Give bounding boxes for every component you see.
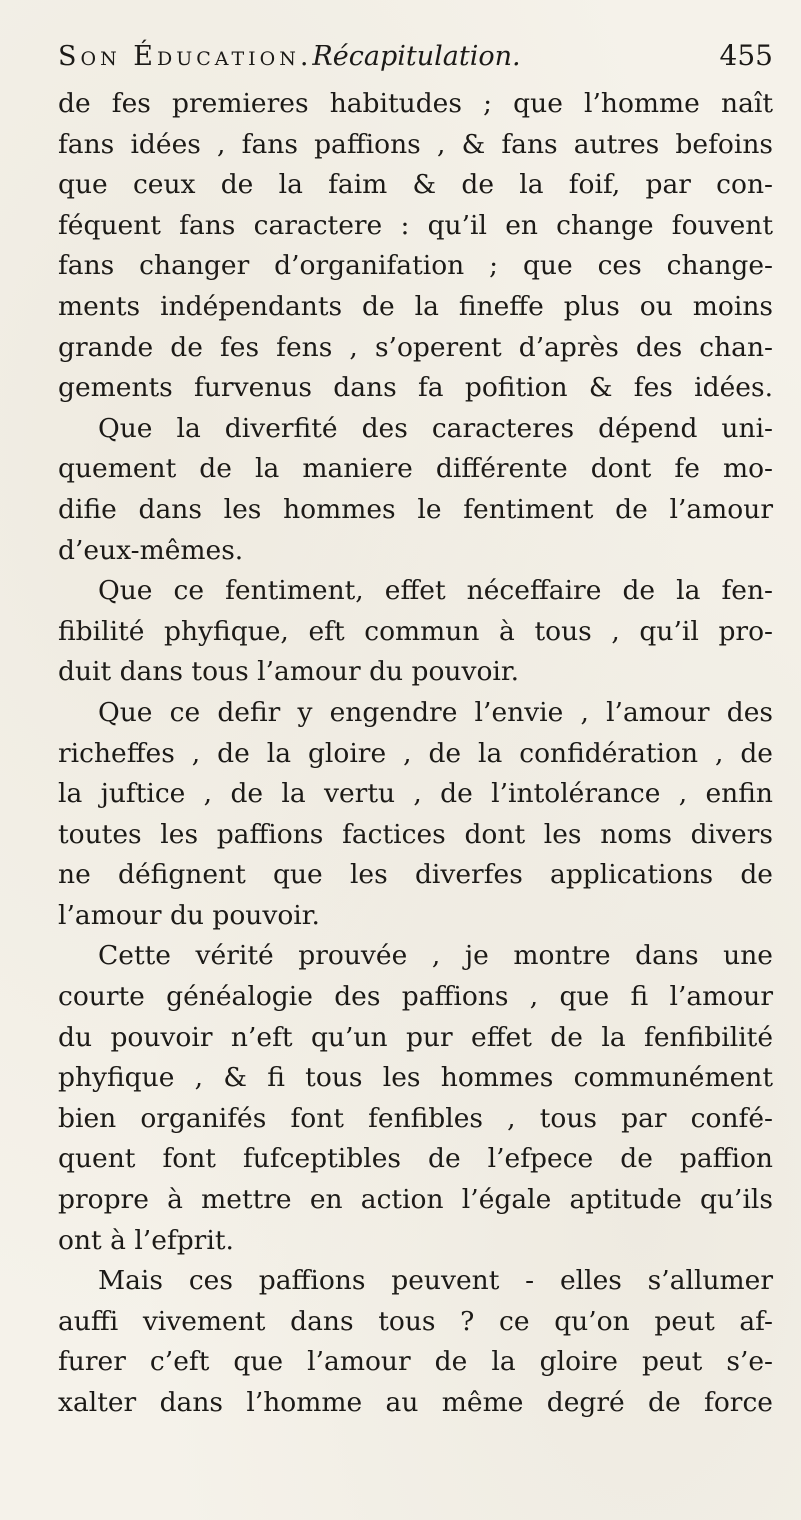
- running-title: Son Éducation.: [58, 41, 313, 72]
- text-line: difie dans les hommes le fentiment de l’amour: [58, 493, 773, 525]
- page-number: 455: [719, 39, 773, 72]
- text-line: gements furvenus dans fa pofition & fes idées.: [58, 372, 773, 404]
- text-line: de fes premieres habitudes ; que l’homme naît: [58, 88, 773, 119]
- text-line: Que la diverfité des caracteres dépend uni-: [98, 412, 773, 444]
- paragraph-1: [58, 84, 773, 409]
- text-line: ments indépendants de la fineffe plus ou moins: [58, 290, 773, 322]
- text-line: ne défignent que les diverfes applications de: [58, 859, 773, 891]
- body-text: [58, 84, 773, 1424]
- text-line: phyfique , & fi tous les hommes communément: [58, 1062, 773, 1094]
- text-line: ont à l’efprit.: [58, 1224, 234, 1256]
- paragraph-6: [58, 1261, 773, 1423]
- text-line: courte généalogie des paffions , que fi l’amour: [58, 981, 773, 1013]
- text-line: xalter dans l’homme au même degré de force: [58, 1387, 773, 1418]
- text-line: furer c’eft que l’amour de la gloire peut s’e-: [58, 1346, 773, 1378]
- text-line: Que ce defir y engendre l’envie , l’amour des: [98, 696, 773, 728]
- text-line: toutes les paffions factices dont les noms divers: [58, 818, 773, 850]
- text-line: fibilité phyfique, eft commun à tous , qu’il pro-: [58, 615, 773, 647]
- paragraph-3: [58, 571, 773, 693]
- running-header: [58, 36, 773, 76]
- text-line: la juftice , de la vertu , de l’intolérance , enfin: [58, 778, 773, 810]
- text-line: du pouvoir n’eft qu’un pur effet de la fenfibilité: [58, 1021, 773, 1053]
- text-line: bien organifés font fenfibles , tous par confé-: [58, 1102, 773, 1134]
- text-line: auffi vivement dans tous ? ce qu’on peut af-: [58, 1305, 773, 1337]
- text-line: fans changer d’organifation ; que ces change-: [58, 250, 773, 282]
- text-line: d’eux-mêmes.: [58, 534, 244, 566]
- text-line: grande de fes fens , s’operent d’après des chan-: [58, 331, 773, 363]
- text-line: fans idées , fans paffions , & fans autres befoins: [58, 128, 773, 160]
- text-line: richeffes , de la gloire , de la confidération , de: [58, 737, 773, 769]
- text-line: quent font fufceptibles de l’efpece de paffion: [58, 1143, 773, 1175]
- paragraph-2: [58, 409, 773, 571]
- running-subtitle: Récapitulation.: [312, 41, 521, 72]
- text-line: l’amour du pouvoir.: [58, 899, 320, 931]
- text-line: duit dans tous l’amour du pouvoir.: [58, 656, 520, 688]
- text-line: féquent fans caractere : qu’il en change fouvent: [58, 209, 773, 241]
- text-line: que ceux de la faim & de la foif, par con-: [58, 169, 773, 201]
- text-line: Que ce fentiment, effet néceffaire de la fen-: [98, 575, 773, 607]
- text-line: Mais ces paffions peuvent - elles s’allumer: [98, 1265, 773, 1297]
- paragraph-5: [58, 936, 773, 1261]
- text-line: quement de la maniere différente dont fe mo-: [58, 453, 773, 485]
- paragraph-4: [58, 693, 773, 937]
- text-line: Cette vérité prouvée , je montre dans une: [98, 940, 773, 972]
- text-line: propre à mettre en action l’égale aptitude qu’ils: [58, 1184, 773, 1216]
